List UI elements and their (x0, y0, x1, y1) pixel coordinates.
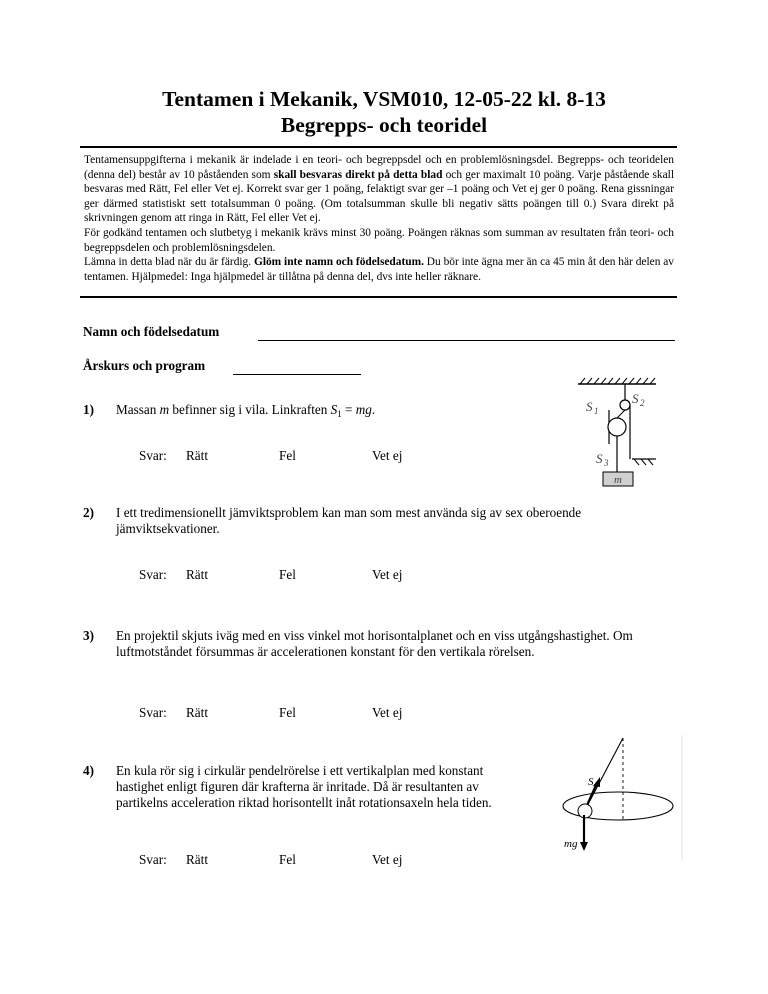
S3-label: S (596, 451, 603, 466)
question-4-number: 4) (83, 763, 94, 778)
S1-label: S (586, 399, 593, 414)
answer-fel[interactable]: Fel (279, 567, 296, 582)
question-3-line-1: En projektil skjuts iväg med en viss vinkel mot horisontalplanet och en viss utgångshastighet. Om (116, 628, 633, 643)
S3-subscript: 3 (604, 458, 609, 468)
answer-ratt[interactable]: Rätt (186, 705, 208, 720)
answer-ratt[interactable]: Rätt (186, 852, 208, 867)
question-3-answers (0, 705, 768, 723)
S2-subscript: 2 (640, 398, 645, 408)
answer-fel[interactable]: Fel (279, 448, 296, 463)
mass-label: m (614, 474, 622, 486)
conical-pendulum-figure (548, 735, 684, 861)
answer-vet-ej[interactable]: Vet ej (372, 852, 403, 867)
q1-var-mg: mg (355, 402, 372, 417)
S1-subscript: 1 (594, 406, 599, 416)
question-2-line-2: jämviktsekvationer. (116, 521, 220, 536)
pulley-figure (570, 374, 670, 492)
page-subtitle: Begrepps- och teoridel (280, 113, 488, 137)
svar-label: Svar: (139, 448, 167, 463)
q1-var-m: m (159, 402, 170, 417)
question-1-number: 1) (83, 402, 94, 417)
answer-ratt[interactable]: Rätt (186, 567, 208, 582)
svar-label: Svar: (139, 852, 167, 867)
q1-sub: 1 (337, 409, 342, 419)
question-1-text (116, 402, 375, 422)
page-title: Tentamen i Mekanik, VSM010, 12-05-22 kl. 8-13 (162, 87, 606, 111)
year-program-field[interactable] (233, 360, 361, 375)
answer-vet-ej[interactable]: Vet ej (372, 567, 403, 582)
instructions-paragraph-3 (84, 255, 674, 284)
question-3-line-2: luftmotståndet försummas är accelerationen konstant för den vertikala rörelsen. (116, 644, 535, 659)
instructions-text: Du bör inte ägna mer än ca 45 min åt den här delen av tentamen. Hjälpmedel: Inga hjälpmedel är tillåtna på denna del, dvs inte heller räknare. (84, 256, 674, 283)
instructions-paragraph-1 (84, 153, 674, 226)
answer-fel[interactable]: Fel (279, 852, 296, 867)
answer-vet-ej[interactable]: Vet ej (372, 705, 403, 720)
question-4-answers (0, 852, 768, 870)
q1-text: Massan (116, 402, 160, 417)
instructions-text: Lämna in detta blad när du är färdig. (84, 256, 254, 269)
q1-text: = (341, 402, 356, 417)
question-3-text (116, 628, 633, 660)
question-2-answers (0, 567, 768, 585)
svar-label: Svar: (139, 705, 167, 720)
question-2-text (116, 505, 581, 537)
answer-fel[interactable]: Fel (279, 705, 296, 720)
instructions-emphasis: skall besvaras direkt på detta blad (273, 168, 443, 181)
q1-var-S: S (330, 402, 338, 417)
S2-label: S (632, 391, 639, 406)
instructions-text: Tentamensuppgifterna i mekanik är indelade i en teori- och begreppsdel och en problemlösningsdel. Begrepps- och teoridelen (denna del) består av 10 påståenden som (84, 154, 674, 181)
question-4-text (116, 763, 492, 811)
answer-ratt[interactable]: Rätt (186, 448, 208, 463)
q1-text: befinner sig i vila. Linkraften (169, 402, 331, 417)
instructions (84, 153, 674, 284)
name-label: Namn och födelsedatum (83, 324, 220, 339)
question-4-line-3: partikelns acceleration riktad horisontellt inåt rotationsaxeln hela tiden. (116, 795, 492, 810)
question-2-number: 2) (83, 505, 94, 520)
instructions-emphasis: Glöm inte namn och födelsedatum. (253, 256, 424, 269)
question-4-line-1: En kula rör sig i cirkulär pendelrörelse i ett vertikalplan med konstant (116, 763, 484, 778)
question-3-number: 3) (83, 628, 94, 643)
svar-label: Svar: (139, 567, 167, 582)
tension-label: S (588, 776, 594, 788)
year-program-label: Årskurs och program (83, 358, 206, 373)
instructions-text: och ger maximalt 10 poäng. Varje påstående skall besvaras med Rätt, Fel eller Vet ej. Korrekt svar ger 1 poäng, felaktigt svar ger –1 poäng och Vet ej ger 0 poäng. Rena gissningar ger därmed statistiskt sett totalsumman 0 poäng. (Om totalsumman skulle bli negativ sätts poängen till 0.) Svara direkt på skrivningen genom att ringa in Rätt, Fel eller Vet ej. (84, 168, 674, 225)
question-2-line-1: I ett tredimensionellt jämviktsproblem kan man som mest använda sig av sex oberoende (116, 505, 582, 520)
q1-text: . (371, 402, 376, 417)
question-4-line-2: hastighet enligt figuren där krafterna är inritade. Då är resultanten av (116, 779, 479, 794)
instructions-paragraph-2: För godkänd tentamen och slutbetyg i mekanik krävs minst 30 poäng. Poängen räknas som summan av resultaten från teori- och begreppsdelen och problemlösningsdelen. (84, 226, 674, 254)
name-field[interactable] (258, 326, 675, 341)
answer-vet-ej[interactable]: Vet ej (372, 448, 403, 463)
gravity-label: mg (564, 838, 578, 850)
top-rule (80, 146, 677, 148)
bottom-rule (80, 296, 677, 298)
